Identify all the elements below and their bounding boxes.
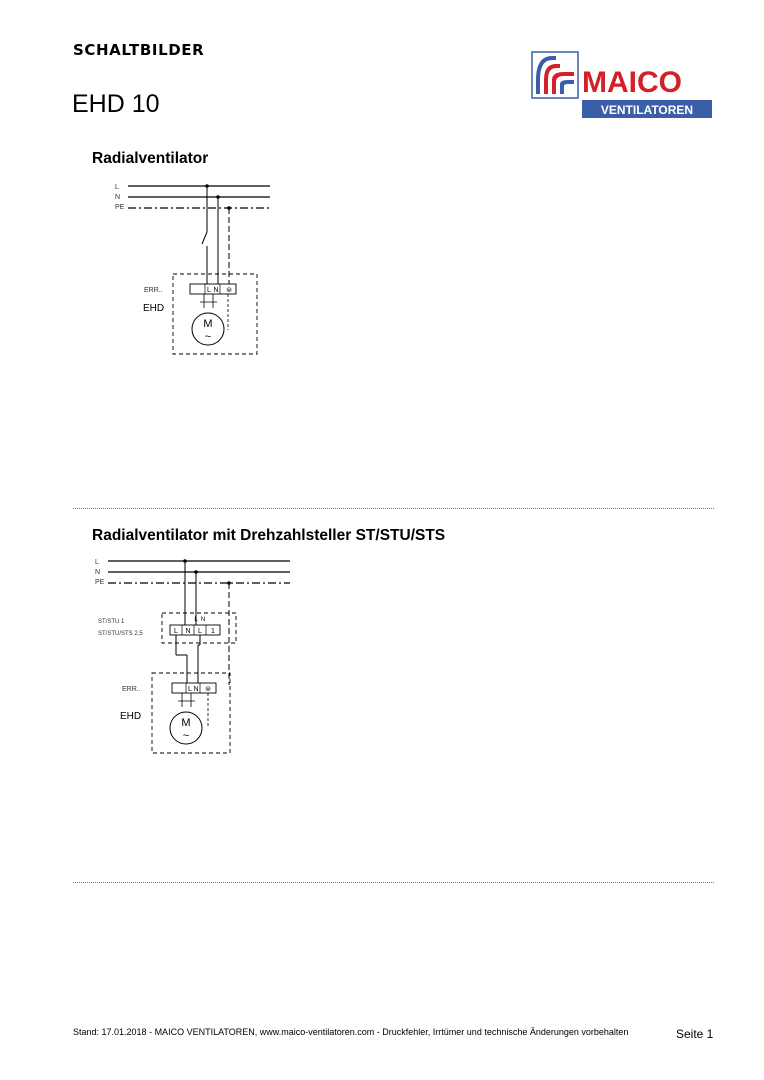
controller-label: ST/STU/STS 2,5: [98, 631, 143, 637]
page-number: Seite 1: [676, 1027, 714, 1041]
section-divider: [73, 882, 714, 883]
doc-category-label: SCHALTBILDER: [73, 41, 205, 59]
box-label: ERR..: [122, 686, 141, 693]
line-label: N: [95, 569, 101, 576]
line-label: PE: [115, 204, 125, 211]
terminal-label: N: [193, 686, 199, 693]
motor-symbol-ac: ~: [204, 331, 212, 343]
controller-terminal-label: L: [198, 628, 202, 635]
doc-title: EHD 10: [72, 90, 160, 118]
terminal-label: L: [188, 686, 192, 693]
maico-logo: [530, 50, 714, 122]
line-label: L: [115, 184, 119, 191]
line-label: N: [115, 194, 121, 201]
box-label: EHD: [143, 303, 165, 314]
line-label: PE: [95, 579, 105, 586]
controller-terminal-label: N: [185, 628, 191, 635]
section-title: Radialventilator: [92, 150, 209, 167]
terminal-ground-symbol: ⊜: [205, 686, 211, 693]
logo-subline-text: VENTILATOREN: [600, 103, 694, 117]
section-title: Radialventilator mit Drehzahlsteller ST/STU/STS: [92, 527, 446, 544]
logo-brand-text: MAICO: [582, 66, 682, 99]
motor-symbol-ac: ~: [182, 730, 190, 742]
wiring-diagram-with-speed-controller: [90, 555, 300, 760]
terminal-label: N: [213, 287, 219, 294]
terminal-ground-symbol: ⊜: [226, 287, 232, 294]
controller-top-label: N: [200, 617, 206, 623]
wiring-diagram: [110, 180, 280, 360]
section-divider: [73, 508, 714, 509]
line-label: L: [95, 559, 99, 566]
controller-terminal-label: L: [174, 628, 178, 635]
controller-label: ST/STU 1: [98, 619, 125, 625]
controller-terminal-label: 1: [211, 628, 215, 635]
motor-symbol-m: M: [203, 318, 213, 330]
box-label: ERR..: [144, 287, 163, 294]
motor-symbol-m: M: [181, 717, 191, 729]
terminal-label: L: [207, 287, 211, 294]
controller-top-label: L: [194, 617, 198, 623]
box-label: EHD: [120, 711, 142, 722]
footer-disclaimer: Stand: 17.01.2018 - MAICO VENTILATOREN, www.maico-ventilatoren.com - Druckfehler, Irrtümer und technische Änderungen vorbehalten: [73, 1027, 629, 1037]
